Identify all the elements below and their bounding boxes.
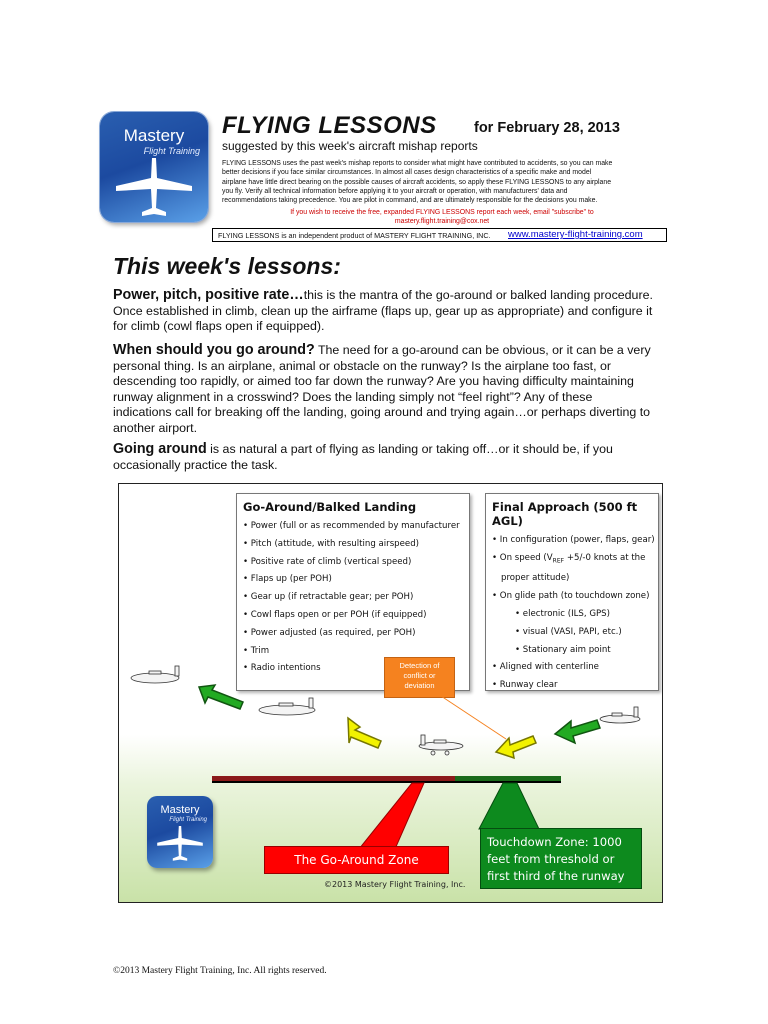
checklist-item: • In configuration (power, flaps, gear) xyxy=(492,535,655,545)
mastery-logo xyxy=(100,112,208,222)
lesson-paragraph-3 xyxy=(113,442,653,473)
checklist-item: proper attitude) xyxy=(501,573,570,584)
vref-tail: +5/-0 knots at the xyxy=(564,552,646,563)
subscribe-line: If you wish to receive the free, expanded FLYING LESSONS report each week, email "subscribe" to xyxy=(290,209,594,216)
lesson-body: The need for a go-around can be obvious, or it can be a very personal thing. Is an airplane, animal or obstacle on the runway? Is the airplane too fast, or descending too rapidly, or aimed too far down the runway? Are you having difficulty maintaining runway alignment in a crosswind? Does the landing simply not “feel right”? Any of these indications call for breaking off the landing, going around and trying again…or perhaps diverting to another airport. xyxy=(113,343,651,435)
footer-copyright: ©2013 Mastery Flight Training, Inc. All rights reserved. xyxy=(113,966,327,976)
checklist-title: Final Approach (500 ft AGL) xyxy=(492,500,638,528)
checklist-item: • Radio intentions xyxy=(243,663,321,674)
runway-go-around-segment xyxy=(212,776,455,781)
airplane-icon xyxy=(114,156,194,220)
green-arrow-right xyxy=(555,720,600,743)
airplane-icon xyxy=(419,735,463,755)
subscribe-email[interactable]: mastery.flight.training@cox.net xyxy=(394,217,490,225)
intro-line: you fly. Verify all technical information before applying it to your aircraft or operation, with manufacturers' data and xyxy=(222,187,568,195)
runway-touchdown-segment xyxy=(455,776,561,781)
lesson-lead: When should you go around? xyxy=(113,342,315,358)
website-link[interactable]: www.mastery-flight-training.com xyxy=(508,229,643,240)
airplane-icon xyxy=(259,698,315,715)
checklist-item: • Positive rate of climb (vertical speed) xyxy=(243,556,412,567)
lesson-paragraph-2 xyxy=(113,343,653,436)
touchdown-zone-pointer xyxy=(479,783,539,829)
lessons-heading: This week's lessons: xyxy=(113,253,341,279)
yellow-arrow-left xyxy=(348,718,381,748)
checklist-item: • Gear up (if retractable gear; per POH) xyxy=(243,592,414,603)
subtitle: suggested by this week's aircraft mishap reports xyxy=(222,139,478,153)
intro-line: airplane have little direct bearing on the possible causes of aircraft accidents, so apply these FLYING LESSONS to any airplane xyxy=(222,178,612,186)
vref-label: • On speed (V xyxy=(492,552,553,563)
checklist-item: • Flaps up (per POH) xyxy=(243,574,332,585)
green-arrow-left xyxy=(199,685,243,709)
lesson-lead: Power, pitch, positive rate… xyxy=(113,287,304,303)
logo-line2: Flight Training xyxy=(169,817,207,823)
checklist-item: • Pitch (attitude, with resulting airspeed) xyxy=(243,538,420,549)
callout-line: conflict or xyxy=(403,671,436,680)
airplane-icon xyxy=(600,707,640,723)
lesson-body: this is the mantra of the go-around or balked landing procedure. Once established in climb, clean up the airframe (flaps up, gear up as appropriate) and configure it for climb (cowl flaps open if equipped). xyxy=(113,288,653,333)
go-around-zone-label: The Go-Around Zone xyxy=(264,846,449,874)
lesson-lead: Going around xyxy=(113,441,207,457)
checklist-item: • On glide path (to touchdown zone) xyxy=(492,591,650,602)
airplane-icon xyxy=(131,666,179,683)
lesson-paragraph-1 xyxy=(113,288,653,335)
checklist-title: Go-Around/Balked Landing xyxy=(243,500,417,514)
intro-line: recommendations taking precedence. You are pilot in command, and are ultimately responsible for the decisions you make. xyxy=(222,197,598,205)
touchdown-zone-label: Touchdown Zone: 1000 feet from threshold or first third of the runway xyxy=(480,828,642,889)
figure-copyright: ©2013 Mastery Flight Training, Inc. xyxy=(324,880,466,889)
callout-line: Detection of xyxy=(399,661,440,670)
checklist-subitem: • visual (VASI, PAPI, etc.) xyxy=(515,626,622,637)
lesson-body: is as natural a part of flying as landing or taking off…or it should be, if you occasionally practice the task. xyxy=(113,442,613,472)
checklist-item: • Power (full or as recommended by manufacturer xyxy=(243,521,460,531)
checklist-item: • Aligned with centerline xyxy=(492,662,599,673)
logo-line1: Mastery xyxy=(160,804,200,816)
checklist-item: • Runway clear xyxy=(492,680,558,691)
go-around-diagram xyxy=(118,483,663,903)
product-note: FLYING LESSONS is an independent product of MASTERY FLIGHT TRAINING, INC. xyxy=(218,231,491,240)
callout-line: deviation xyxy=(404,681,435,690)
checklist-subitem: • electronic (ILS, GPS) xyxy=(515,608,610,619)
checklist-item: • Cowl flaps open or per POH (if equipped) xyxy=(243,609,427,620)
callout-pointer xyxy=(441,696,506,739)
go-around-zone-pointer xyxy=(359,783,424,849)
intro-paragraph xyxy=(222,159,662,205)
checklist-subitem: • Stationary aim point xyxy=(515,644,611,655)
checklist-item: • Power adjusted (as required, per POH) xyxy=(243,627,416,638)
intro-line: better decisions if you face similar circumstances. In almost all cases design characteristics of a specific make and model xyxy=(222,169,592,177)
subscribe-note xyxy=(222,209,662,227)
page-title: FLYING LESSONS xyxy=(222,112,437,139)
logo-line2: Flight Training xyxy=(143,146,200,156)
checklist-item: • Trim xyxy=(243,645,270,656)
airplane-icon xyxy=(156,824,204,864)
intro-line: FLYING LESSONS uses the past week's mishap reports to consider what might have contributed to accidents, so you can make xyxy=(222,160,613,167)
issue-date: for February 28, 2013 xyxy=(474,120,620,136)
yellow-arrow-right xyxy=(496,736,536,758)
vref-subscript: REF xyxy=(552,557,565,565)
logo-line1: Mastery xyxy=(123,126,185,145)
mastery-logo-small xyxy=(147,796,213,868)
